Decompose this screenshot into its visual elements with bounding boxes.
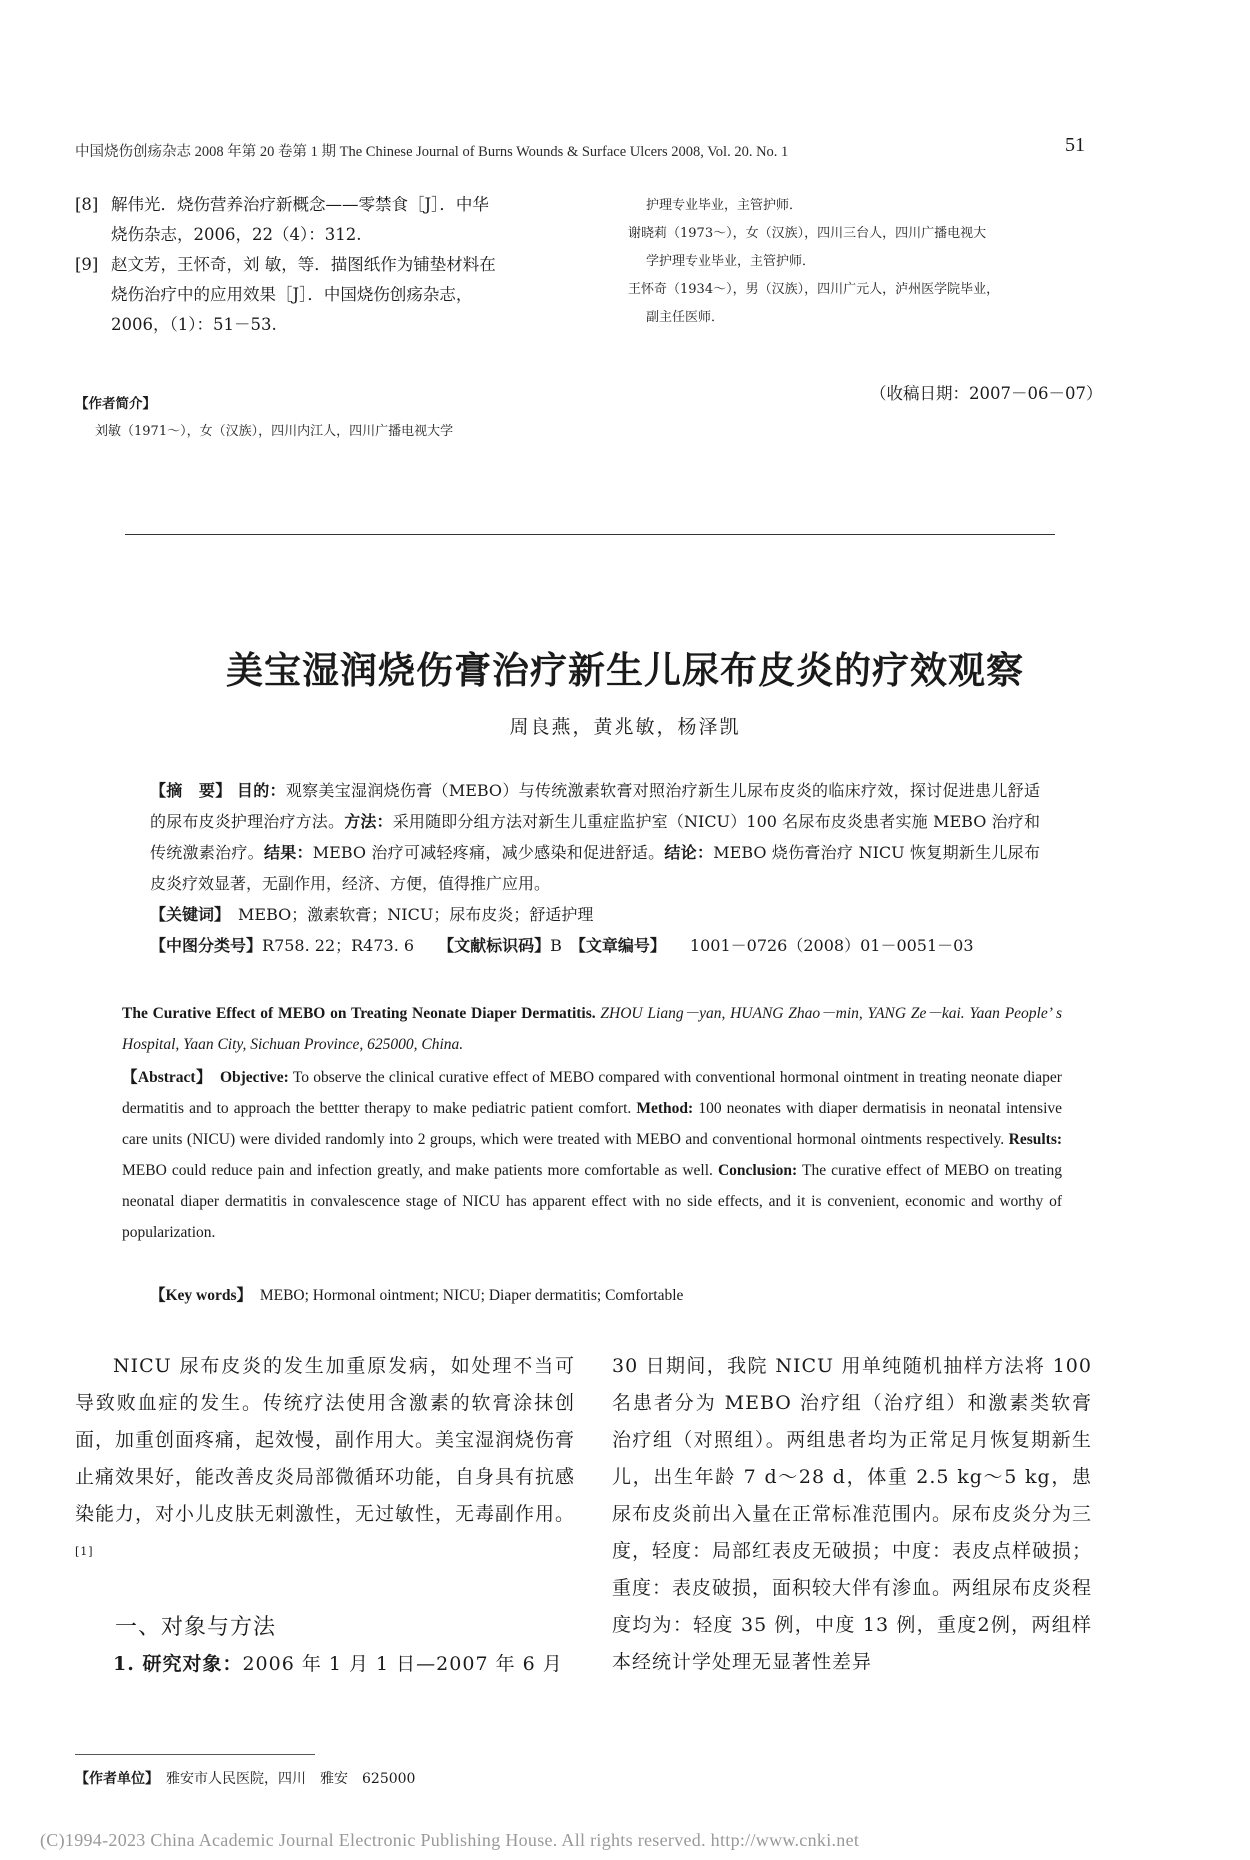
section-heading: 一、对象与方法	[115, 1615, 277, 1641]
reference-item: [9] 赵文芳，王怀奇，刘 敏，等．描图纸作为铺垫材料在	[75, 250, 595, 280]
citation: [1]	[75, 1545, 94, 1558]
body-left-column	[75, 1348, 575, 1683]
author-intro-text: 刘敏（1971～），女（汉族），四川内江人，四川广播电视大学	[95, 424, 454, 439]
author-intro-label: 【作者简介】	[75, 396, 156, 412]
page-number: 51	[1065, 134, 1085, 156]
copyright-line: (C)1994-2023 China Academic Journal Electronic Publishing House. All rights reserved. http://www.cnki.net	[40, 1830, 860, 1850]
english-keywords: 【Key words】 MEBO; Hormonal ointment; NICU; Diaper dermatitis; Comfortable	[150, 1287, 684, 1304]
author-affiliation-footnote: 【作者单位】 雅安市人民医院，四川 雅安 625000	[75, 1771, 416, 1787]
abstract-paragraph: 【摘 要】 目的：观察美宝湿润烧伤膏（MEBO）与传统激素软膏对照治疗新生儿尿布皮炎的临床疗效，探讨促进患儿舒适的尿布皮炎护理治疗方法。方法：采用随即分组方法对新生儿重症监护室（NICU）100 名尿布皮炎患者实施 MEBO 治疗和传统激素治疗。结果：MEBO 治疗可减轻疼痛，减少感染和促进舒适。结论：MEBO 烧伤膏治疗 NICU 恢复期新生儿尿布皮炎疗效显著，无副作用，经济、方便，值得推广应用。	[150, 781, 1040, 893]
received-date: （收稿日期：2007－06－07）	[870, 384, 1103, 403]
section-divider	[125, 534, 1055, 535]
author-intro-continued: 护理专业毕业，主管护师． 谢晓莉（1973～），女（汉族），四川三台人，四川广播电视大 学护理专业毕业，主管护师． 王怀奇（1934～），男（汉族），四川广元人，泸州医学院毕业， 副主任医师．	[628, 198, 1000, 325]
classification-row: 【中图分类号】R758. 22；R473. 6 【文献标识码】B 【文章编号】 1001－0726（2008）01－0051－03	[150, 936, 974, 955]
reference-number: [9]	[75, 255, 99, 274]
article-title: 美宝湿润烧伤膏治疗新生儿尿布皮炎的疗效观察	[226, 649, 1024, 692]
body-right-column	[612, 1348, 1092, 1681]
subsection-paragraph: 1. 研究对象：2006 年 1 月 1 日—2007 年 6 月	[113, 1653, 563, 1676]
reference-number: [8]	[75, 195, 99, 214]
article-authors: 周良燕，黄兆敏，杨泽凯	[509, 716, 741, 738]
intro-paragraph: NICU 尿布皮炎的发生加重原发病，如处理不当可导致败血症的发生。传统疗法使用含激素的软膏涂抹创面，加重创面疼痛，起效慢，副作用大。美宝湿润烧伤膏止痛效果好，能改善皮炎局部微循环功能，自身具有抗感染能力，对小儿皮肤无刺激性，无过敏性，无毒副作用。[1]	[75, 1355, 576, 1558]
english-abstract: 【Abstract】 Objective: To observe the clinical curative effect of MEBO compared with conventional hormonal ointment in treating neonate diaper dermatitis and to approach the bettter therapy to make pediatric patient comfort. Method: 100 neonates with diaper dermatisis in neonatal intensive care units (NICU) were divided randomly into 2 groups, which were treated with MEBO and conventional hormonal ointments respectively. Results: MEBO could reduce pain and infection greatly, and make patients more comfortable as well. Conclusion: The curative effect of MEBO on treating neonatal diaper dermatitis in convalescence stage of NICU has apparent effect with no side effects, and it is convenient, economic and worthy of popularization.	[122, 1069, 1063, 1241]
english-title-block: The Curative Effect of MEBO on Treating Neonate Diaper Dermatitis. ZHOU Liang－yan, HUANG Zhao－min, YANG Ze－kai. Yaan People’ s Hospital, Yaan City, Sichuan Province, 625000, China.	[122, 1005, 1062, 1053]
chinese-keywords: 【关键词】 MEBO；激素软膏；NICU；尿布皮炎；舒适护理	[150, 905, 594, 924]
chinese-abstract	[150, 775, 1040, 961]
reference-item: [8] 解伟光．烧伤营养治疗新概念——零禁食［J］．中华	[75, 190, 595, 220]
reference-list: [8] 解伟光．烧伤营养治疗新概念——零禁食［J］．中华 烧伤杂志，2006，22（4）：312. [9] 赵文芳，王怀奇，刘 敏，等．描图纸作为铺垫材料在 烧伤治疗中的应用效果［J］．中国烧伤创疡杂志， 2006，（1）：51－53.	[75, 190, 595, 340]
running-header: 中国烧伤创疡杂志 2008 年第 20 卷第 1 期 The Chinese Journal of Burns Wounds & Surface Ulcers 2008, Vol. 20. No. 1	[75, 144, 789, 160]
methods-paragraph: 30 日期间，我院 NICU 用单纯随机抽样方法将 100 名患者分为 MEBO 治疗组（治疗组）和激素类软膏治疗组（对照组）。两组患者均为正常足月恢复期新生儿，出生年龄 7 d～28 d，体重 2.5 kg～5 kg，患尿布皮炎前出入量在正常标准范围内。尿布皮炎分为三度，轻度：局部红表皮无破损；中度：表皮点样破损；重度：表皮破损，面积较大伴有渗血。两组尿布皮炎程度均为：轻度 35 例，中度 13 例，重度2例，两组样本经统计学处理无显著性差异	[612, 1355, 1093, 1673]
footnote-rule	[75, 1754, 315, 1755]
